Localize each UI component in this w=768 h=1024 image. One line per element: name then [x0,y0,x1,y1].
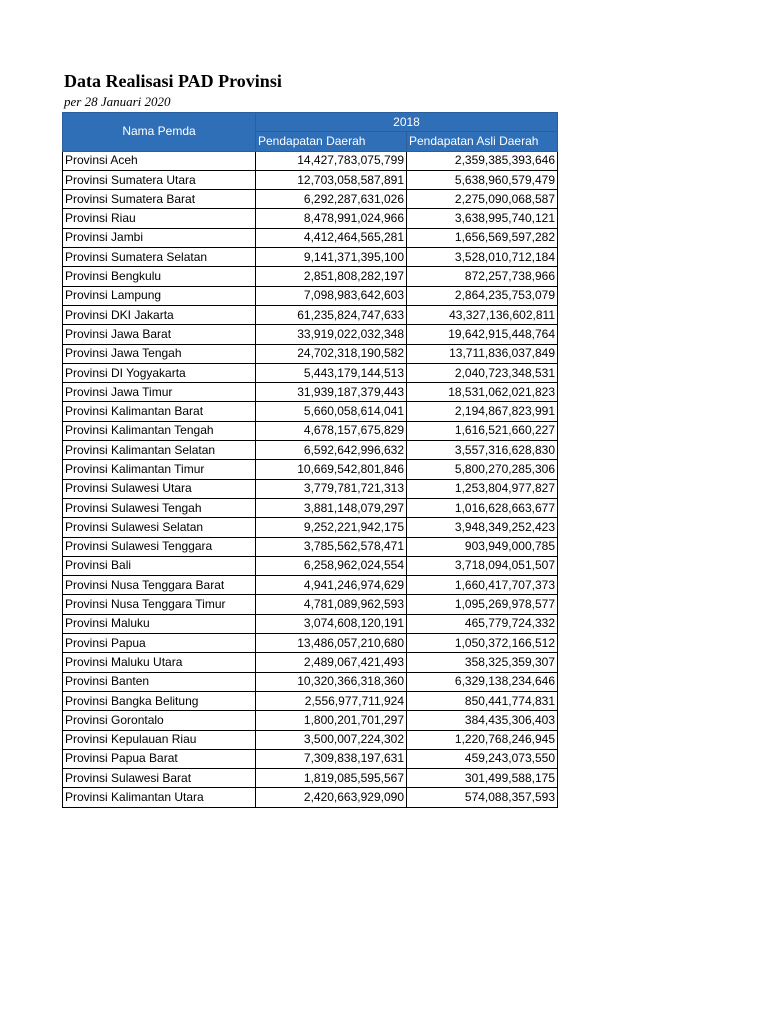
province-name-cell: Provinsi Sumatera Selatan [63,248,256,267]
table-row [63,595,558,614]
table-row [63,672,558,691]
table-row [63,170,558,189]
table-row [63,730,558,749]
pendapatan-asli-daerah-cell: 2,359,385,393,646 [407,151,558,170]
header-pendapatan-asli-daerah: Pendapatan Asli Daerah [407,132,558,151]
province-name-cell: Provinsi Papua Barat [63,749,256,768]
province-name-cell: Provinsi Sumatera Utara [63,170,256,189]
pendapatan-daerah-cell: 9,141,371,395,100 [256,248,407,267]
pendapatan-asli-daerah-cell: 1,016,628,663,677 [407,498,558,517]
table-row [63,711,558,730]
table-row [63,556,558,575]
document-title: Data Realisasi PAD Provinsi [64,71,282,91]
table-row [63,441,558,460]
pendapatan-asli-daerah-cell: 5,638,960,579,479 [407,170,558,189]
province-name-cell: Provinsi Kalimantan Barat [63,402,256,421]
province-name-cell: Provinsi Kalimantan Timur [63,460,256,479]
table-row [63,402,558,421]
province-name-cell: Provinsi Kepulauan Riau [63,730,256,749]
pendapatan-asli-daerah-cell: 1,220,768,246,945 [407,730,558,749]
table-row [63,518,558,537]
pendapatan-asli-daerah-cell: 2,864,235,753,079 [407,286,558,305]
pendapatan-daerah-cell: 6,592,642,996,632 [256,441,407,460]
pendapatan-daerah-cell: 1,819,085,595,567 [256,769,407,788]
table-row [63,190,558,209]
province-name-cell: Provinsi Kalimantan Selatan [63,441,256,460]
pendapatan-asli-daerah-cell: 2,194,867,823,991 [407,402,558,421]
province-name-cell: Provinsi Kalimantan Tengah [63,421,256,440]
province-name-cell: Provinsi Sulawesi Utara [63,479,256,498]
pendapatan-asli-daerah-cell: 1,656,569,597,282 [407,228,558,247]
header-year: 2018 [256,113,558,132]
table-row [63,151,558,170]
pendapatan-asli-daerah-cell: 301,499,588,175 [407,769,558,788]
pendapatan-asli-daerah-cell: 384,435,306,403 [407,711,558,730]
table-row [63,344,558,363]
pendapatan-daerah-cell: 5,660,058,614,041 [256,402,407,421]
pendapatan-daerah-cell: 4,412,464,565,281 [256,228,407,247]
table-row [63,228,558,247]
table-row [63,209,558,228]
province-name-cell: Provinsi DKI Jakarta [63,305,256,324]
table-row [63,788,558,807]
province-name-cell: Provinsi Nusa Tenggara Timur [63,595,256,614]
table-row [63,498,558,517]
pendapatan-daerah-cell: 6,258,962,024,554 [256,556,407,575]
province-name-cell: Provinsi Banten [63,672,256,691]
pendapatan-daerah-cell: 14,427,783,075,799 [256,151,407,170]
pendapatan-daerah-cell: 2,851,808,282,197 [256,267,407,286]
table-row [63,691,558,710]
table-row [63,305,558,324]
pendapatan-daerah-cell: 4,781,089,962,593 [256,595,407,614]
pendapatan-daerah-cell: 33,919,022,032,348 [256,325,407,344]
province-name-cell: Provinsi Sulawesi Tenggara [63,537,256,556]
pendapatan-daerah-cell: 3,500,007,224,302 [256,730,407,749]
province-name-cell: Provinsi Sulawesi Barat [63,769,256,788]
pendapatan-daerah-cell: 2,420,663,929,090 [256,788,407,807]
pendapatan-asli-daerah-cell: 1,095,269,978,577 [407,595,558,614]
pendapatan-daerah-cell: 10,669,542,801,846 [256,460,407,479]
pendapatan-asli-daerah-cell: 1,616,521,660,227 [407,421,558,440]
document-subtitle: per 28 Januari 2020 [64,94,171,109]
pendapatan-daerah-cell: 3,785,562,578,471 [256,537,407,556]
table-row [63,325,558,344]
pendapatan-daerah-cell: 4,678,157,675,829 [256,421,407,440]
pendapatan-asli-daerah-cell: 3,557,316,628,830 [407,441,558,460]
header-nama-pemda: Nama Pemda [63,113,256,152]
table-row [63,460,558,479]
table-row [63,286,558,305]
pendapatan-daerah-cell: 1,800,201,701,297 [256,711,407,730]
province-name-cell: Provinsi Jambi [63,228,256,247]
pendapatan-daerah-cell: 24,702,318,190,582 [256,344,407,363]
pendapatan-asli-daerah-cell: 358,325,359,307 [407,653,558,672]
pendapatan-asli-daerah-cell: 5,800,270,285,306 [407,460,558,479]
province-name-cell: Provinsi Gorontalo [63,711,256,730]
pendapatan-daerah-cell: 3,881,148,079,297 [256,498,407,517]
pendapatan-asli-daerah-cell: 3,638,995,740,121 [407,209,558,228]
pendapatan-asli-daerah-cell: 2,275,090,068,587 [407,190,558,209]
table-row [63,653,558,672]
table-body [63,151,558,807]
table-row [63,248,558,267]
province-name-cell: Provinsi Jawa Timur [63,383,256,402]
table-row [63,634,558,653]
pendapatan-asli-daerah-cell: 19,642,915,448,764 [407,325,558,344]
pendapatan-daerah-cell: 10,320,366,318,360 [256,672,407,691]
pendapatan-asli-daerah-cell: 459,243,073,550 [407,749,558,768]
province-name-cell: Provinsi Bengkulu [63,267,256,286]
province-name-cell: Provinsi Jawa Barat [63,325,256,344]
pendapatan-asli-daerah-cell: 850,441,774,831 [407,691,558,710]
province-name-cell: Provinsi Kalimantan Utara [63,788,256,807]
province-name-cell: Provinsi Sulawesi Tengah [63,498,256,517]
pad-table [62,112,558,808]
province-name-cell: Provinsi Papua [63,634,256,653]
table-row [63,363,558,382]
pendapatan-asli-daerah-cell: 465,779,724,332 [407,614,558,633]
pendapatan-asli-daerah-cell: 1,050,372,166,512 [407,634,558,653]
pendapatan-daerah-cell: 12,703,058,587,891 [256,170,407,189]
province-name-cell: Provinsi Maluku [63,614,256,633]
pendapatan-daerah-cell: 7,098,983,642,603 [256,286,407,305]
pendapatan-asli-daerah-cell: 18,531,062,021,823 [407,383,558,402]
pendapatan-asli-daerah-cell: 903,949,000,785 [407,537,558,556]
table-header [63,113,558,152]
pendapatan-asli-daerah-cell: 3,528,010,712,184 [407,248,558,267]
pendapatan-daerah-cell: 9,252,221,942,175 [256,518,407,537]
header-pendapatan-daerah: Pendapatan Daerah [256,132,407,151]
pendapatan-daerah-cell: 7,309,838,197,631 [256,749,407,768]
pendapatan-asli-daerah-cell: 6,329,138,234,646 [407,672,558,691]
province-name-cell: Provinsi Aceh [63,151,256,170]
province-name-cell: Provinsi Jawa Tengah [63,344,256,363]
province-name-cell: Provinsi Bali [63,556,256,575]
pendapatan-daerah-cell: 6,292,287,631,026 [256,190,407,209]
province-name-cell: Provinsi Riau [63,209,256,228]
table-row [63,537,558,556]
pendapatan-asli-daerah-cell: 3,948,349,252,423 [407,518,558,537]
province-name-cell: Provinsi Lampung [63,286,256,305]
table-row [63,749,558,768]
table-row [63,576,558,595]
pendapatan-asli-daerah-cell: 13,711,836,037,849 [407,344,558,363]
province-name-cell: Provinsi Sumatera Barat [63,190,256,209]
pendapatan-asli-daerah-cell: 872,257,738,966 [407,267,558,286]
pendapatan-daerah-cell: 2,489,067,421,493 [256,653,407,672]
table-row [63,421,558,440]
pendapatan-asli-daerah-cell: 43,327,136,602,811 [407,305,558,324]
pendapatan-daerah-cell: 3,074,608,120,191 [256,614,407,633]
pendapatan-daerah-cell: 3,779,781,721,313 [256,479,407,498]
province-name-cell: Provinsi DI Yogyakarta [63,363,256,382]
pendapatan-asli-daerah-cell: 1,253,804,977,827 [407,479,558,498]
pendapatan-asli-daerah-cell: 2,040,723,348,531 [407,363,558,382]
pendapatan-daerah-cell: 5,443,179,144,513 [256,363,407,382]
province-name-cell: Provinsi Maluku Utara [63,653,256,672]
pendapatan-daerah-cell: 2,556,977,711,924 [256,691,407,710]
province-name-cell: Provinsi Sulawesi Selatan [63,518,256,537]
pendapatan-daerah-cell: 8,478,991,024,966 [256,209,407,228]
pendapatan-daerah-cell: 13,486,057,210,680 [256,634,407,653]
pendapatan-daerah-cell: 61,235,824,747,633 [256,305,407,324]
province-name-cell: Provinsi Nusa Tenggara Barat [63,576,256,595]
table-row [63,479,558,498]
pendapatan-daerah-cell: 4,941,246,974,629 [256,576,407,595]
pendapatan-daerah-cell: 31,939,187,379,443 [256,383,407,402]
table-row [63,383,558,402]
province-name-cell: Provinsi Bangka Belitung [63,691,256,710]
pendapatan-asli-daerah-cell: 1,660,417,707,373 [407,576,558,595]
table-row [63,769,558,788]
table-row [63,614,558,633]
pendapatan-asli-daerah-cell: 574,088,357,593 [407,788,558,807]
pendapatan-asli-daerah-cell: 3,718,094,051,507 [407,556,558,575]
table-row [63,267,558,286]
